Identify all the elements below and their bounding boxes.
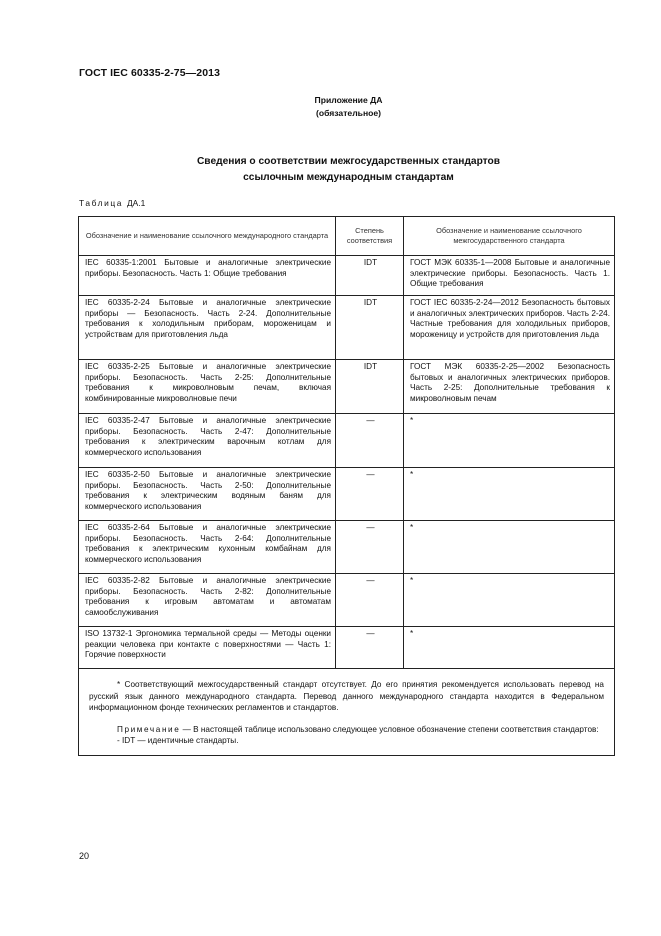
intl-standard-cell: IEC 60335-2-82 Бытовые и аналогичные электрические приборы. Безопасность. Часть 2-82: Дополнительные требования к игровым автоматам и автоматам самообслуживания: [79, 574, 336, 627]
section-title-line1: Сведения о соответствии межгосударственных стандартов: [196, 156, 501, 167]
interstate-standard-cell: *: [404, 468, 615, 521]
header-intl-standard: Обозначение и наименование ссылочного международного стандарта: [79, 217, 336, 256]
degree-cell: —: [336, 627, 404, 669]
intl-standard-cell: IEC 60335-2-24 Бытовые и аналогичные электрические приборы — Безопасность. Часть 2-24. Дополнительные требования к холодильным приборам, мороженицам и устройствам для приготовления льда: [79, 296, 336, 360]
page-number: 20: [79, 851, 90, 861]
table-caption-number: ДА.1: [126, 198, 146, 208]
interstate-standard-cell: *: [404, 627, 615, 669]
intl-standard-cell: IEC 60335-2-64 Бытовые и аналогичные электрические приборы. Безопасность. Часть 2-64: Дополнительные требования к электрическим кухонным комбайнам для коммерческого использования: [79, 521, 336, 574]
table-row: [79, 256, 615, 296]
section-title: [0, 154, 661, 186]
table-row: [79, 468, 615, 521]
document-code: ГОСТ IEC 60335-2-75—2013: [79, 67, 221, 79]
header-interstate-standard: Обозначение и наименование ссылочного межгосударственного стандарта: [404, 217, 615, 256]
footnote: * Соответствующий межгосударственный стандарт отсутствует. До его принятия рекомендуется использовать перевод на русский язык данного международного стандарта. Перевод данного международного стандарта находится в Федеральном информационном фонде технических регламентов и стандартов.: [89, 680, 604, 713]
intl-standard-cell: ISO 13732-1 Эргономика термальной среды — Методы оценки реакции человека при контакте с поверхностями — Часть 1: Горячие поверхности: [79, 627, 336, 669]
table-row: [79, 574, 615, 627]
degree-cell: IDT: [336, 296, 404, 360]
degree-cell: —: [336, 468, 404, 521]
table-footer-row: [79, 669, 615, 756]
appendix-status: (обязательное): [315, 108, 382, 118]
interstate-standard-cell: ГОСТ МЭК 60335-2-25—2002 Безопасность бытовых и аналогичных электрических приборов. Часть 2-25: Дополнительные требования к микроволновым печам: [404, 360, 615, 414]
note: [89, 724, 604, 736]
note-text: — В настоящей таблице использовано следующее условное обозначение степени соответствия стандартов:: [180, 724, 599, 734]
table-header-row: [79, 217, 615, 256]
table-row: [79, 414, 615, 468]
section-title-line2: ссылочным международным стандартам: [243, 172, 454, 183]
table-row: [79, 360, 615, 414]
degree-cell: —: [336, 414, 404, 468]
intl-standard-cell: IEC 60335-2-50 Бытовые и аналогичные электрические приборы. Безопасность. Часть 2-50: Дополнительные требования к электрическим водяным баням для коммерческого использования: [79, 468, 336, 521]
table-footer: [79, 669, 615, 756]
interstate-standard-cell: *: [404, 521, 615, 574]
table-row: [79, 296, 615, 360]
interstate-standard-cell: ГОСТ МЭК 60335-1—2008 Бытовые и аналогичные электрические приборы. Безопасность. Часть 1. Общие требования: [404, 256, 615, 296]
interstate-standard-cell: ГОСТ IEC 60335-2-24—2012 Безопасность бытовых и аналогичных электрических приборов. Часть 2-24. Частные требования для холодильных приборов, мороженицу и устройств для приготовления льда: [404, 296, 615, 360]
note-label: Примечание: [117, 724, 181, 734]
intl-standard-cell: IEC 60335-2-25 Бытовые и аналогичные электрические приборы. Безопасность. Часть 2-25: Дополнительные требования к микроволновым печам, включая комбинированные микроволновые печи: [79, 360, 336, 414]
degree-cell: —: [336, 521, 404, 574]
table-caption-label: Таблица: [79, 198, 124, 208]
interstate-standard-cell: *: [404, 574, 615, 627]
intl-standard-cell: IEC 60335-2-47 Бытовые и аналогичные электрические приборы. Безопасность. Часть 2-47: Дополнительные требования к электрическим варочным котлам для коммерческого использования: [79, 414, 336, 468]
note-item: - IDT — идентичные стандарты.: [117, 736, 239, 746]
table-caption: [79, 198, 145, 208]
correspondence-table: [78, 216, 615, 756]
table-row: [79, 521, 615, 574]
degree-cell: IDT: [336, 360, 404, 414]
header-degree: Степень соответствия: [336, 217, 404, 256]
table-row: [79, 627, 615, 669]
degree-cell: —: [336, 574, 404, 627]
interstate-standard-cell: *: [404, 414, 615, 468]
intl-standard-cell: IEC 60335-1:2001 Бытовые и аналогичные электрические приборы. Безопасность. Часть 1: Общие требования: [79, 256, 336, 296]
degree-cell: IDT: [336, 256, 404, 296]
appendix-title: Приложение ДА: [314, 95, 383, 105]
